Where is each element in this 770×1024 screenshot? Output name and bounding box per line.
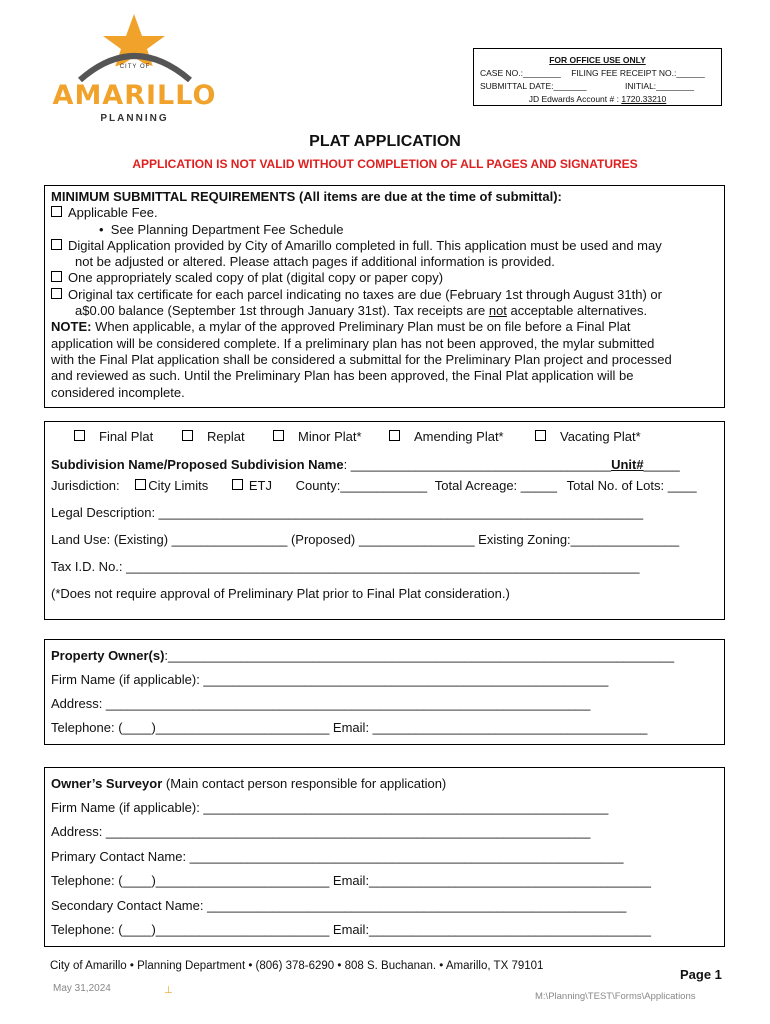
page-number: Page 1 [680,967,722,982]
checkbox-icon[interactable] [389,430,400,441]
etj-label: ETJ [248,478,272,493]
filing-fee-field[interactable]: FILING FEE RECEIPT NO.:______ [571,68,705,78]
footer-file-path: M:\Planning\TEST\Forms\Applications [535,991,696,1002]
jd-edwards-label: JD Edwards Account # : [528,94,619,104]
owner-address-field[interactable]: Address: ___________________________________________________________________ [51,696,591,711]
secondary-telephone-email-field[interactable]: Telephone: (____)________________________ Email:_______________________________________ [51,922,652,937]
anchor-mark-icon: ⊥ [164,985,173,996]
validity-warning: APPLICATION IS NOT VALID WITHOUT COMPLETION OF ALL PAGES AND SIGNATURES [132,157,638,171]
subdivision-label: Subdivision Name/Proposed Subdivision Name [51,457,344,472]
subdivision-name-field[interactable] [51,457,680,472]
surveyor-label: Owner’s Surveyor [51,776,163,791]
tax-id-field[interactable]: Tax I.D. No.: _______________________________________________________________________ [51,559,640,574]
plat-details-box [44,421,725,620]
case-no-field[interactable]: CASE NO.:________ [480,68,561,78]
surveyor-heading [51,776,446,791]
req-plat-copy: One appropriately scaled copy of plat (digital copy or paper copy) [68,270,444,286]
digital-application-checkbox[interactable] [51,239,62,250]
etj-checkbox[interactable] [232,479,243,490]
plat-type-minor[interactable]: Minor Plat* [273,429,362,444]
star-logo-icon [52,12,217,82]
requirements-box [44,185,725,408]
req-fee: Applicable Fee. [68,205,158,221]
req-digital-app: Digital Application provided by City of Amarillo completed in full. This application must be used and may [68,237,662,253]
unit-line: _____ [643,457,680,472]
checkbox-icon[interactable] [535,430,546,441]
secondary-contact-field[interactable]: Secondary Contact Name: __________________________________________________________ [51,898,627,913]
submittal-date-field[interactable]: SUBMITTAL DATE:_______ [480,81,587,91]
surveyor-note: (Main contact person responsible for application) [162,776,447,791]
city-limits-checkbox[interactable] [135,479,146,490]
requirements-heading: MINIMUM SUBMITTAL REQUIREMENTS (All items are due at the time of submittal): [51,189,562,204]
plat-type-amending[interactable]: Amending Plat* [389,429,504,444]
owner-firm-field[interactable]: Firm Name (if applicable): ________________________________________________________ [51,672,609,687]
plat-type-final[interactable]: Final Plat [74,429,153,444]
primary-contact-field[interactable]: Primary Contact Name: ____________________________________________________________ [51,849,624,864]
surveyor-box [44,767,725,947]
jurisdiction-row [51,478,697,493]
note-line-5: considered incomplete. [51,384,185,400]
property-owner-field[interactable] [51,648,674,663]
city-limits-label: City Limits [148,478,209,493]
note-line-2: application will be considered complete. If a preliminary plan has not been approved, the mylar submitted [51,335,655,351]
property-owner-line: :______________________________________________________________________ [164,648,675,663]
logo-city-of: CITY OF [119,64,151,70]
land-use-field[interactable]: Land Use: (Existing) ________________ (Proposed) ________________ Existing Zoning:_______________ [51,532,680,547]
req-tax-not: not [488,303,507,319]
property-owner-label: Property Owner(s) [51,648,165,663]
city-logo [52,12,217,130]
preliminary-plat-note: (*Does not require approval of Preliminary Plat prior to Final Plat consideration.) [51,586,510,601]
plat-type-replat[interactable]: Replat [182,429,245,444]
fee-checkbox[interactable] [51,206,62,217]
checkbox-icon[interactable] [182,430,193,441]
initial-field[interactable]: INITIAL:________ [624,81,694,91]
note-line-1: When applicable, a mylar of the approved Preliminary Plan must be on file before a Final Plat [91,319,631,335]
note-label: NOTE: [51,319,92,335]
office-use-box [473,48,722,106]
note-line-4: and reviewed as such. Until the Preliminary Plan has been approved, the Final Plat application will be [51,368,634,384]
logo-planning: PLANNING [100,113,169,124]
plat-copy-checkbox[interactable] [51,271,62,282]
req-tax-cert: Original tax certificate for each parcel indicating no taxes are due (February 1st through August 31th) or [68,286,662,302]
checkbox-icon[interactable] [273,430,284,441]
county-field[interactable]: County:____________ [295,478,428,493]
total-acreage-field[interactable]: Total Acreage: _____ [434,478,557,493]
req-tax-cert-end: acceptable alternatives. [506,303,648,319]
jd-edwards-value: 1720.33210 [621,94,667,104]
primary-telephone-email-field[interactable]: Telephone: (____)________________________ Email:_______________________________________ [51,873,652,888]
req-digital-app-cont: not be adjusted or altered. Please attach pages if additional information is provided. [75,254,555,270]
office-use-title: FOR OFFICE USE ONLY [549,55,646,65]
tax-certificate-checkbox[interactable] [51,288,62,299]
checkbox-icon[interactable] [74,430,85,441]
owner-telephone-email-field[interactable]: Telephone: (____)________________________ Email: ______________________________________ [51,720,648,735]
req-fee-schedule: See Planning Department Fee Schedule [110,221,344,237]
surveyor-address-field[interactable]: Address: ___________________________________________________________________ [51,824,591,839]
logo-name: AMARILLO [52,80,217,111]
req-tax-cert-cont: a$0.00 balance (September 1st through January 31st). Tax receipts are [75,303,489,319]
surveyor-firm-field[interactable]: Firm Name (if applicable): ________________________________________________________ [51,800,609,815]
jurisdiction-label: Jurisdiction: [51,478,120,493]
page-title: PLAT APPLICATION [309,133,461,150]
note-line-3: with the Final Plat application shall be considered a submittal for the Preliminary Plan project and processed [51,351,672,367]
footer-date: May 31,2024 [53,983,111,994]
footer-address: City of Amarillo • Planning Department • (806) 378-6290 • 808 S. Buchanan. • Amarillo, TX 79101 [50,960,544,972]
subdivision-line: : ____________________________________ [343,457,612,472]
unit-label: Unit# [611,457,644,472]
plat-type-vacating[interactable]: Vacating Plat* [535,429,641,444]
property-owner-box [44,639,725,745]
legal-description-field[interactable]: Legal Description: ___________________________________________________________________ [51,505,644,520]
bullet-icon: • [99,221,111,237]
total-lots-field[interactable]: Total No. of Lots: ____ [566,478,697,493]
